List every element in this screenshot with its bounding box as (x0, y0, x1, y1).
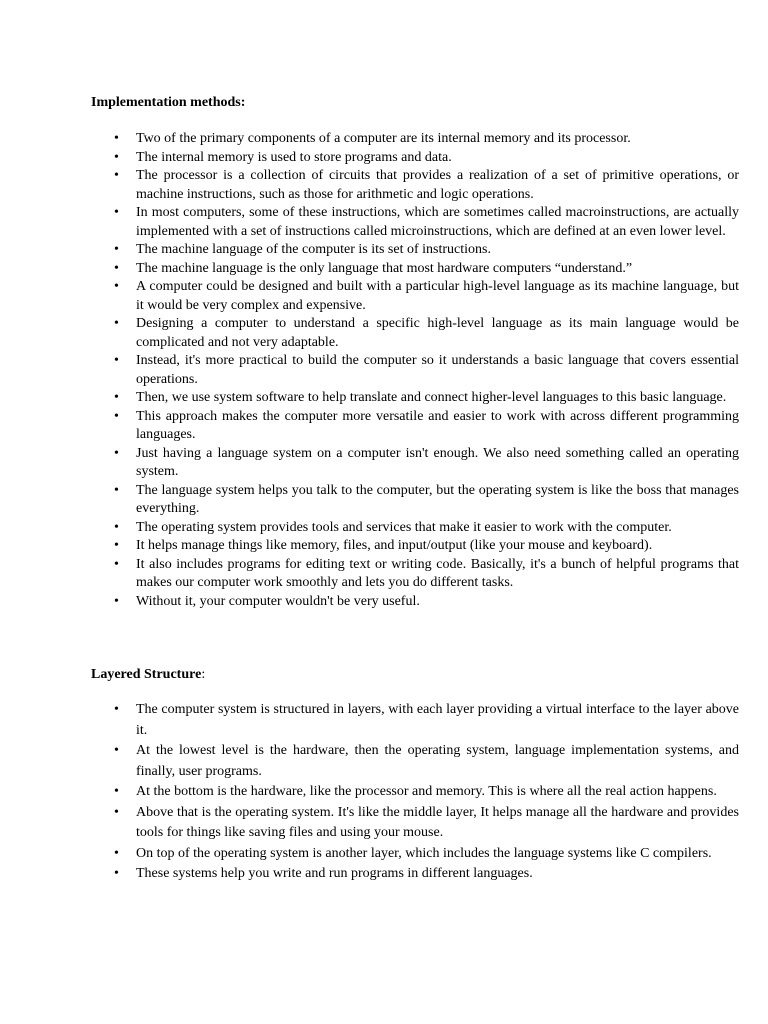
section-heading-layered-structure (91, 666, 205, 684)
list-item: • Without it, your computer wouldn't be very useful. (136, 593, 739, 612)
section-heading-implementation-methods (91, 94, 245, 112)
implementation-methods-list (136, 130, 739, 611)
list-item: • It helps manage things like memory, files, and input/output (like your mouse and keyboard). (136, 537, 739, 556)
section-title: Layered Structure (91, 667, 202, 682)
list-item: • In most computers, some of these instructions, which are sometimes called macroinstructions, are actually implemented with a set of instructions called microinstructions, which are defined at an even lower level. (136, 204, 739, 241)
list-item: • Then, we use system software to help translate and connect higher-level languages to this basic language. (136, 389, 739, 408)
list-item: • The operating system provides tools and services that make it easier to work with the computer. (136, 519, 739, 538)
list-item: • A computer could be designed and built with a particular high-level language as its machine language, but it would be very complex and expensive. (136, 278, 739, 315)
list-item: • These systems help you write and run programs in different languages. (136, 864, 739, 885)
layered-structure-list (136, 700, 739, 885)
list-item: • The internal memory is used to store programs and data. (136, 149, 739, 168)
list-item: • The language system helps you talk to the computer, but the operating system is like the boss that manages everything. (136, 482, 739, 519)
list-item: • The machine language is the only language that most hardware computers “understand.” (136, 260, 739, 279)
list-item: • Instead, it's more practical to build the computer so it understands a basic language that covers essential operations. (136, 352, 739, 389)
section-title: Implementation methods: (91, 95, 246, 110)
list-item: • This approach makes the computer more versatile and easier to work with across different programming languages. (136, 408, 739, 445)
list-item: • The processor is a collection of circuits that provides a realization of a set of primitive operations, or machine instructions, such as those for arithmetic and logic operations. (136, 167, 739, 204)
list-item: • Above that is the operating system. It's like the middle layer, It helps manage all the hardware and provides tools for things like saving files and using your mouse. (136, 803, 739, 844)
list-item: • It also includes programs for editing text or writing code. Basically, it's a bunch of helpful programs that makes our computer work smoothly and lets you do different tasks. (136, 556, 739, 593)
section-title-colon: : (201, 667, 206, 682)
list-item: • At the lowest level is the hardware, then the operating system, language implementation systems, and finally, user programs. (136, 741, 739, 782)
list-item: • Designing a computer to understand a specific high-level language as its main language would be complicated and not very adaptable. (136, 315, 739, 352)
list-item: • At the bottom is the hardware, like the processor and memory. This is where all the real action happens. (136, 782, 739, 803)
list-item: • Two of the primary components of a computer are its internal memory and its processor. (136, 130, 739, 149)
list-item: • Just having a language system on a computer isn't enough. We also need something called an operating system. (136, 445, 739, 482)
list-item: • On top of the operating system is another layer, which includes the language systems like C compilers. (136, 844, 739, 865)
list-item: • The machine language of the computer is its set of instructions. (136, 241, 739, 260)
list-item: • The computer system is structured in layers, with each layer providing a virtual interface to the layer above it. (136, 700, 739, 741)
